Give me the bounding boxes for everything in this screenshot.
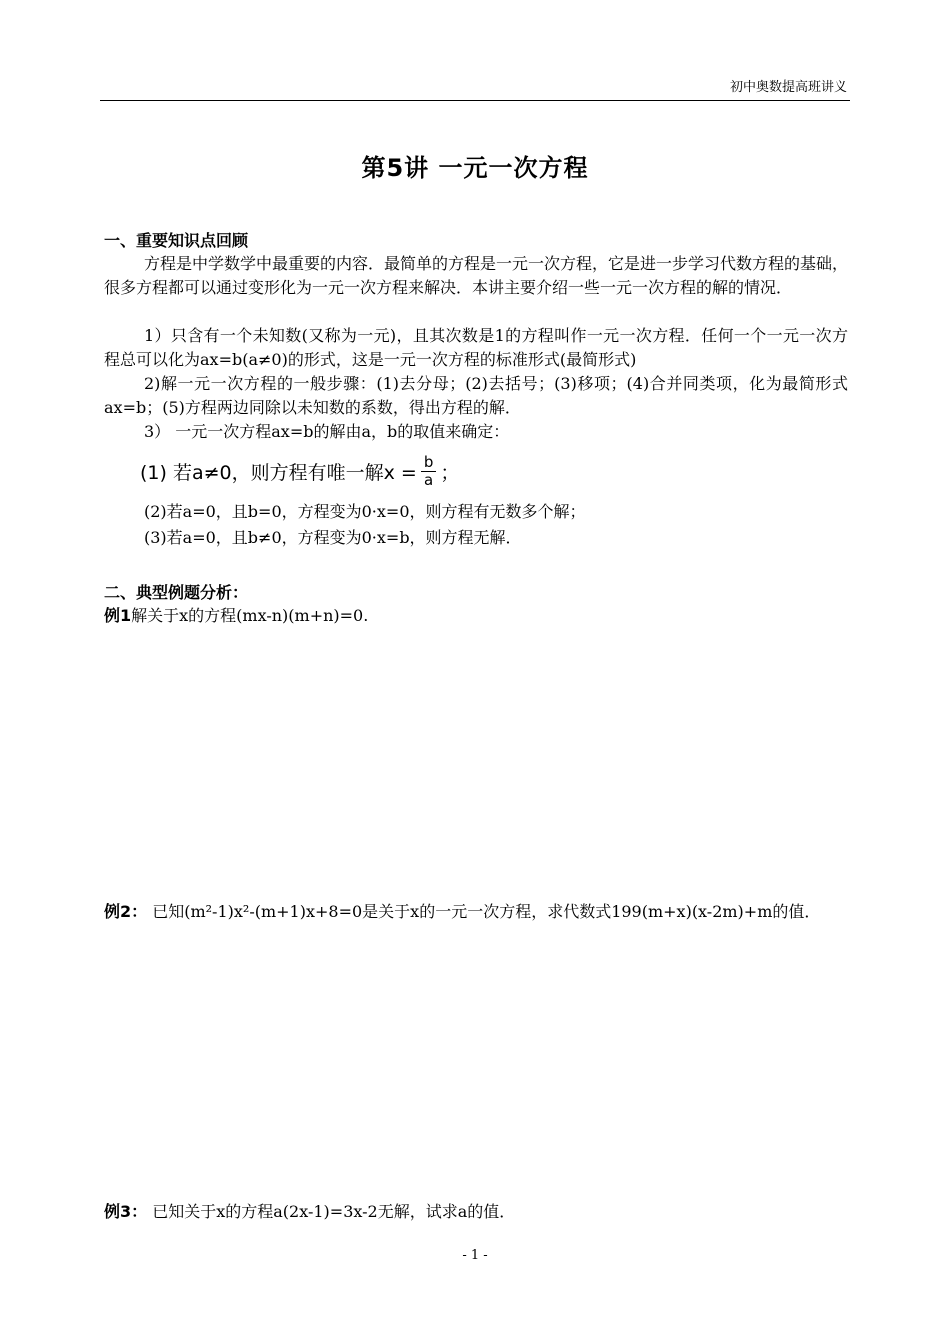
case-3-text: (3)若a=0，且b≠0，方程变为0·x=b，则方程无解． xyxy=(144,528,522,547)
case-1-tail: ； xyxy=(440,462,460,484)
example-2-text: 已知(m²-1)x²-(m+1)x+8=0是关于x的一元一次方程，求代数式199(m+x)(x-2m)+m的值． xyxy=(147,902,821,921)
example-3-label: 例3： xyxy=(104,1202,148,1221)
example-1-label: 例1 xyxy=(104,606,132,625)
example-2 xyxy=(104,900,848,924)
point-1-text: 1）只含有一个未知数(又称为一元)，且其次数是1的方程叫作一元一次方程．任何一个一元一次方程总可以化为ax=b(a≠0)的形式，这是一元一次方程的标准形式(最简形式) xyxy=(104,326,848,369)
case-2-text: (2)若a=0，且b=0，方程变为0·x=0，则方程有无数多个解； xyxy=(144,502,586,521)
header-label: 初中奥数提高班讲义 xyxy=(729,80,847,95)
fraction-b-over-a xyxy=(421,454,437,489)
point-2-paragraph xyxy=(104,372,848,420)
section-heading-review: 一、重要知识点回顾 xyxy=(104,231,249,250)
example-3 xyxy=(104,1200,515,1224)
point-3-text: 3） 一元一次方程ax=b的解由a，b的取值来确定： xyxy=(144,422,510,441)
intro-text: 方程是中学数学中最重要的内容．最简单的方程是一元一次方程，它是进一步学习代数方程的基础，很多方程都可以通过变形化为一元一次方程来解决．本讲主要介绍一些一元一次方程的解的情况． xyxy=(104,254,849,297)
intro-paragraph xyxy=(104,252,848,300)
fraction-denominator: a xyxy=(423,471,434,489)
case-1-formula xyxy=(140,454,459,489)
fraction-numerator: b xyxy=(421,454,437,472)
point-1-paragraph xyxy=(104,324,848,372)
lecture-title: 第5讲 一元一次方程 xyxy=(361,154,589,182)
header-rule xyxy=(100,100,850,101)
case-1-text: (1) 若a≠0，则方程有唯一解x = xyxy=(140,462,417,484)
point-2-text: 2)解一元一次方程的一般步骤：(1)去分母；(2)去括号；(3)移项；(4)合并同类项，化为最简形式ax=b；(5)方程两边同除以未知数的系数，得出方程的解． xyxy=(104,374,848,417)
example-3-text: 已知关于x的方程a(2x-1)=3x-2无解，试求a的值． xyxy=(147,1202,516,1221)
section-heading-examples: 二、典型例题分析： xyxy=(104,583,249,602)
page-number: - 1 - xyxy=(462,1248,488,1263)
example-2-label: 例2： xyxy=(104,902,148,921)
example-1 xyxy=(104,604,368,628)
example-1-text: 解关于x的方程(mx-n)(m+n)=0. xyxy=(131,606,369,625)
